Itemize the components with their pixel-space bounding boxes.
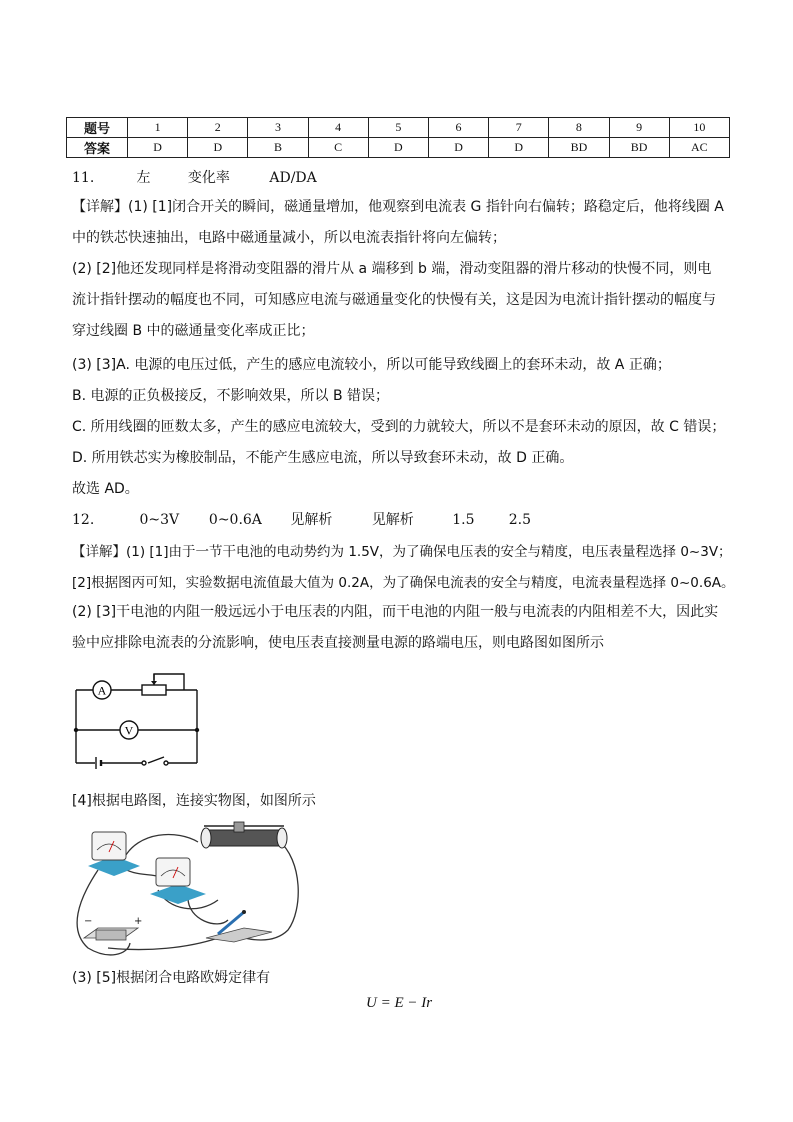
q11-paragraph-1: 【详解】(1) [1]闭合开关的瞬间，磁通量增加，他观察到电流表 G 指针向右偏转；路稳定后，他将线圈 A 中的铁芯快速抽出，电路中磁通量减小，所以电流表指针将向左偏转； <box>72 199 724 246</box>
battery-minus-label: − <box>84 916 93 927</box>
table-cell: 5 <box>368 118 428 138</box>
battery-plus-label: + <box>134 916 143 927</box>
table-cell: 7 <box>489 118 549 138</box>
q11-paragraph-5: C. 所用线圈的匝数太多，产生的感应电流较大，受到的力就较大，所以不是套环未动的原因，故 C 错误； <box>72 419 726 435</box>
table-answer-label: 答案 <box>67 138 128 158</box>
table-cell: 6 <box>428 118 488 138</box>
voltmeter-label: V <box>124 723 134 738</box>
table-row-answers <box>67 138 730 158</box>
battery-device <box>84 916 142 940</box>
table-cell: D <box>368 138 428 158</box>
q12-answer-4: 见解析 <box>371 512 414 528</box>
table-row-numbers <box>67 118 730 138</box>
q12-answer-5: 1.5 <box>452 512 475 528</box>
q11-answer-2: 变化率 <box>187 170 230 186</box>
table-header-label: 题号 <box>67 118 128 138</box>
table-cell: 8 <box>549 118 609 138</box>
table-cell: 9 <box>609 118 669 138</box>
table-cell: D <box>188 138 248 158</box>
table-cell: D <box>489 138 549 158</box>
circuit-diagram <box>60 660 220 780</box>
table-cell: B <box>248 138 308 158</box>
q12-paragraph-4: [4]根据电路图，连接实物图，如图所示 <box>72 793 316 809</box>
switch-device <box>206 910 272 942</box>
q12-paragraph-1: 【详解】(1) [1]由于一节干电池的电动势约为 1.5V，为了确保电压表的安全与精度，电压表量程选择 0~3V； <box>72 544 732 560</box>
answer-table <box>66 117 730 158</box>
rheostat-device <box>201 822 287 848</box>
table-cell: 1 <box>128 118 188 138</box>
table-cell: 3 <box>248 118 308 138</box>
formula-ohms-law: U = E − Ir <box>366 995 433 1011</box>
table-cell: C <box>308 138 368 158</box>
q11-paragraph-2: (2) [2]他还发现同样是将滑动变阻器的滑片从 a 端移到 b 端，滑动变阻器的滑片移动的快慢不同，则电流计指针摆动的幅度也不同，可知感应电流与磁通量变化的快慢有关，这是因为电流计指针摆动的幅度与穿过线圈 B 中的磁通量变化率成正比； <box>72 261 716 339</box>
q12-paragraph-5: (3) [5]根据闭合电路欧姆定律有 <box>72 970 271 986</box>
table-cell: 10 <box>669 118 729 138</box>
q11-answer-row <box>72 168 317 188</box>
q12-answer-2: 0~0.6A <box>208 512 262 528</box>
q12-paragraph-3: (2) [3]干电池的内阻一般远远小于电压表的内阻，而干电池的内阻一般与电流表的内阻相差不大，因此实验中应排除电流表的分流影响，使电压表直接测量电源的路端电压，则电路图如图所示 <box>72 604 719 651</box>
q12-answer-3: 见解析 <box>290 512 333 528</box>
q12-number: 12. <box>72 512 95 528</box>
q11-paragraph-7: 故选 AD。 <box>72 481 139 497</box>
q11-paragraph-3: (3) [3]A. 电源的电压过低，产生的感应电流较小，所以可能导致线圈上的套环未动，故 A 正确； <box>72 357 671 373</box>
ammeter-label: A <box>97 683 107 698</box>
q11-number: 11. <box>72 170 95 186</box>
q11-paragraph-4: B. 电源的正负极接反，不影响效果，所以 B 错误； <box>72 388 390 404</box>
table-cell: 2 <box>188 118 248 138</box>
ammeter-device <box>88 832 140 876</box>
table-cell: 4 <box>308 118 368 138</box>
q11-answer-1: 左 <box>136 170 151 186</box>
voltmeter-device <box>150 858 206 904</box>
q12-answer-1: 0~3V <box>139 512 180 528</box>
q11-answer-3: AD/DA <box>269 170 317 186</box>
table-cell: D <box>128 138 188 158</box>
table-cell: BD <box>549 138 609 158</box>
q12-answer-6: 2.5 <box>508 512 531 528</box>
q12-paragraph-2: [2]根据图丙可知，实验数据电流值最大值为 0.2A，为了确保电流表的安全与精度，电流表量程选择 0~0.6A。 <box>72 575 735 591</box>
table-cell: BD <box>609 138 669 158</box>
q12-answer-row <box>72 510 531 530</box>
table-cell: AC <box>669 138 729 158</box>
wiring-illustration <box>68 820 308 960</box>
q11-paragraph-6: D. 所用铁芯实为橡胶制品，不能产生感应电流，所以导致套环未动，故 D 正确。 <box>72 450 574 466</box>
table-cell: D <box>428 138 488 158</box>
